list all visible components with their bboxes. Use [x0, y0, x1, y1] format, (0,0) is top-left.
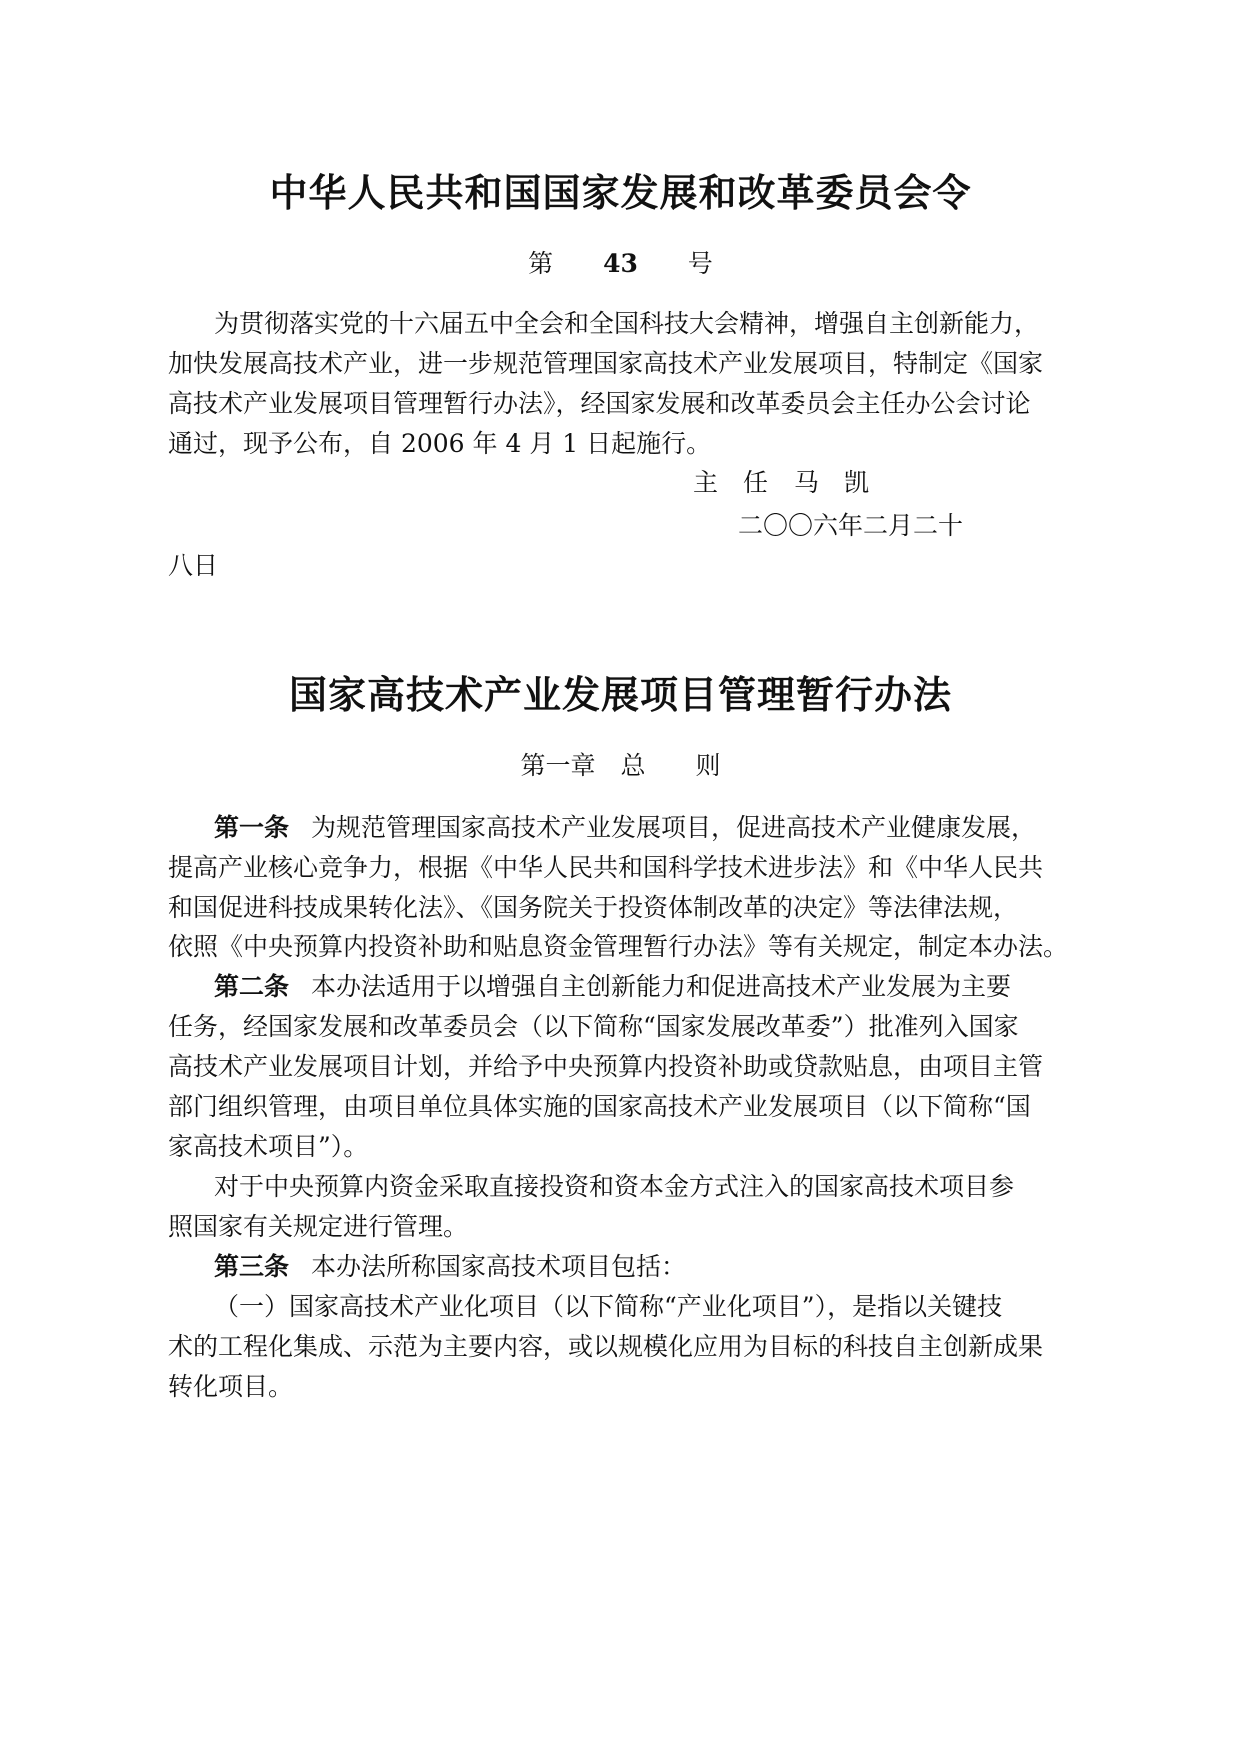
article-1-line-4: 依照《中央预算内投资补助和贴息资金管理暂行办法》等有关规定，制定本办法。 — [168, 932, 1069, 961]
article-1-text: 为规范管理国家高技术产业发展项目，促进高技术产业健康发展， — [311, 813, 1037, 842]
article-3-label: 第三条 — [214, 1252, 290, 1281]
order-number-prefix: 第 — [528, 249, 554, 278]
order-body-line-3: 高技术产业发展项目管理暂行办法》，经国家发展和改革委员会主任办公会讨论 — [168, 389, 1031, 418]
order-number: 43 — [603, 249, 638, 278]
article-2-line-5: 家高技术项目”）。 — [168, 1132, 369, 1161]
chapter-heading: 第一章 总 则 — [520, 751, 721, 780]
article-1-line-2: 提高产业核心竞争力，根据《中华人民共和国科学技术进步法》和《中华人民共 — [168, 853, 1044, 882]
article-2-line-3: 高技术产业发展项目计划，并给予中央预算内投资补助或贷款贴息，由项目主管 — [168, 1052, 1044, 1081]
article-3-text: 本办法所称国家高技术项目包括： — [311, 1252, 687, 1281]
article-2-para2-line-2: 照国家有关规定进行管理。 — [168, 1212, 469, 1241]
signer-title: 主 任 — [693, 468, 769, 497]
order-date-line-2: 八日 — [168, 551, 219, 580]
article-2-para2-line-1: 对于中央预算内资金采取直接投资和资本金方式注入的国家高技术项目参 — [214, 1172, 1015, 1201]
article-3-item-1-line-3: 转化项目。 — [168, 1372, 294, 1401]
order-number-line — [0, 244, 1241, 280]
order-number-suffix: 号 — [687, 249, 713, 278]
signer-name: 马 凯 — [794, 468, 870, 497]
article-2-line-2: 任务，经国家发展和改革委员会（以下简称“国家发展改革委”）批准列入国家 — [168, 1012, 1019, 1041]
article-2-text: 本办法适用于以增强自主创新能力和促进高技术产业发展为主要 — [311, 972, 1012, 1001]
article-1-line-1 — [214, 806, 1036, 850]
order-title: 中华人民共和国国家发展和改革委员会令 — [269, 170, 972, 215]
article-1-label: 第一条 — [214, 813, 290, 842]
order-date-line-1: 二〇〇六年二月二十 — [738, 511, 964, 540]
article-2-line-1 — [214, 965, 1011, 1009]
article-2-label: 第二条 — [214, 972, 290, 1001]
measures-title: 国家高技术产业发展项目管理暂行办法 — [288, 672, 952, 717]
article-2-line-4: 部门组织管理，由项目单位具体实施的国家高技术产业发展项目（以下简称“国 — [168, 1092, 1031, 1121]
order-body-line-2: 加快发展高技术产业，进一步规范管理国家高技术产业发展项目，特制定《国家 — [168, 349, 1044, 378]
order-body-line-1: 为贯彻落实党的十六届五中全会和全国科技大会精神，增强自主创新能力， — [214, 309, 1040, 338]
article-3-item-1-line-2: 术的工程化集成、示范为主要内容，或以规模化应用为目标的科技自主创新成果 — [168, 1332, 1044, 1361]
order-body-line-4: 通过，现予公布，自 2006 年 4 月 1 日起施行。 — [168, 429, 712, 458]
article-1-line-3: 和国促进科技成果转化法》、《国务院关于投资体制改革的决定》等法律法规， — [168, 893, 1019, 922]
article-3-line-1 — [214, 1245, 686, 1289]
article-3-item-1-line-1: （一）国家高技术产业化项目（以下简称“产业化项目”），是指以关键技 — [214, 1292, 1003, 1321]
